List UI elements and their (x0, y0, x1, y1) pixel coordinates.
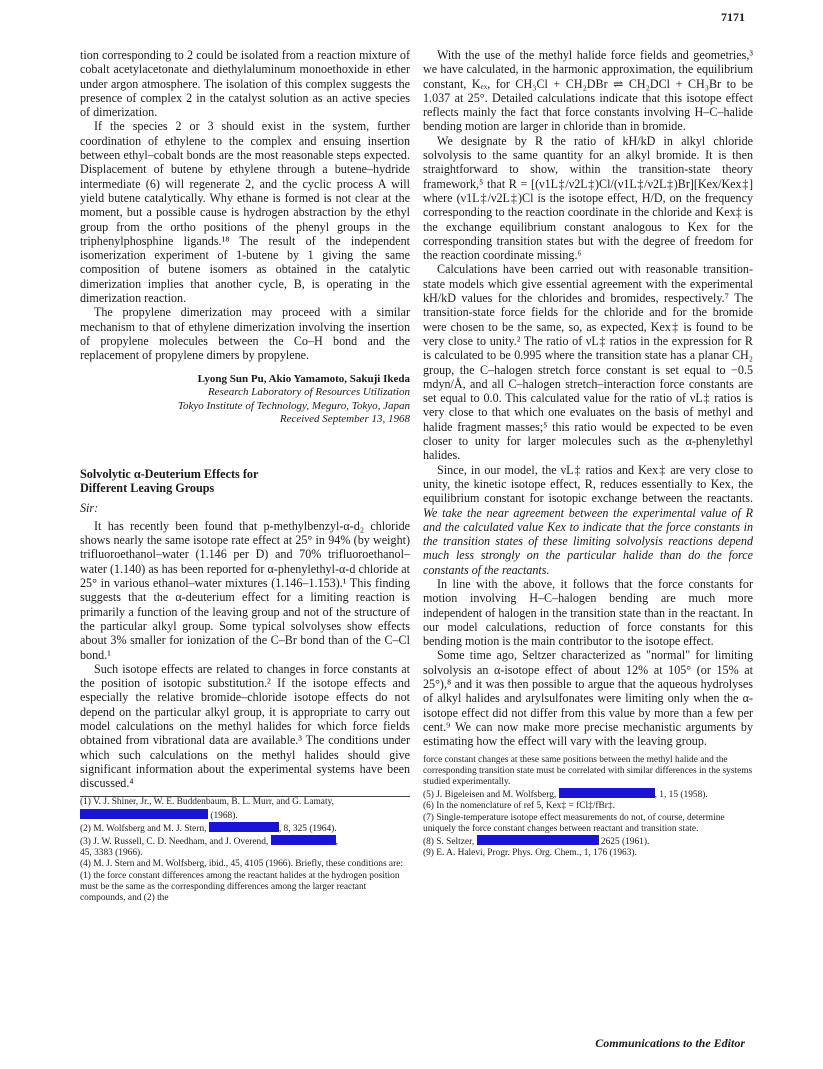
redaction-bar (80, 809, 208, 819)
footnote-text: 2625 (1961). (600, 836, 650, 847)
footnote-text: 45, 3383 (1966). (80, 848, 143, 859)
paragraph: In line with the above, it follows that the force constants for motion involving H–C–halogen bending are much more independent of halogen in the transition state than in the reactant. In our model calculations, reduction of force constants for this bending motion is the main contributor to the isotope effect. (423, 576, 753, 649)
paragraph: tion corresponding to 2 could be isolated from a reaction mixture of cobalt acetylacetonate and diethylaluminum monoethoxide in ether under argon atmosphere. The isolation of this complex suggests the presence of complex 2 in the catalyst solution as an active species of dimerization. (80, 48, 410, 120)
footnote-text: (1) V. J. Shiner, Jr., W. E. Buddenbaum, B. L. Murr, and G. Lamaty, (80, 797, 334, 808)
redaction-bar (559, 788, 655, 798)
salutation: Sir: (80, 500, 99, 515)
footnote-text: (3) J. W. Russell, C. D. Needham, and J. Overend, (80, 837, 269, 848)
footnote-text: (8) S. Seltzer, (423, 836, 475, 847)
footnote-4: (4) M. J. Stern and M. Wolfsberg, ibid., 45, 4105 (1966). Briefly, these conditions are: (1) the force constant differences among the reactant halides at the hydrogen position must be the same as the corresponding differences among the larger reactant compounds, and (2) the (80, 859, 403, 904)
footnote-9: (9) E. A. Halevi, Progr. Phys. Org. Chem., 1, 176 (1963). (423, 848, 637, 859)
left-column (80, 48, 410, 904)
author-names: Lyong Sun Pu, Akio Yamamoto, Sakuji Ikeda (197, 372, 410, 385)
author-institution: Tokyo Institute of Technology, Meguro, Tokyo, Japan (177, 399, 410, 412)
paragraph: The propylene dimerization may proceed with a similar mechanism to that of ethylene dimerization involving the insertion of propylene molecules between the Co–H bond and the replacement of propylene dimers by propylene. (80, 305, 410, 363)
redaction-bar (209, 822, 279, 832)
article-title-line: Solvolytic α-Deuterium Effects for (80, 466, 259, 481)
author-signature (80, 373, 410, 427)
redaction-bar (477, 835, 599, 845)
footnote-6: (6) In the nomenclature of ref 5, Kex‡ = fCl‡/fBr‡. (423, 801, 615, 812)
footnote-text: (1968). (210, 810, 238, 821)
author-lab: Research Laboratory of Resources Utilization (207, 386, 410, 399)
footnote-3: (3) J. W. Russell, C. D. Needham, and J. Overend, , 45, 3383 (1966). (80, 837, 338, 859)
page-footer: Communications to the Editor (595, 1036, 745, 1050)
footnote-text: , 1, 15 (1958). (654, 790, 708, 801)
article-title-line: Different Leaving Groups (80, 480, 215, 495)
paragraph-emphasis: We take the near agreement between the experimental value of R and the calculated value Kex to indicate that the force constants in the transition states of these limiting solvolysis reactions depend much less strongly on the particular halide than do the force constants of the reactants. (423, 505, 753, 577)
right-column (423, 48, 753, 859)
footnote-text: (2) M. Wolfsberg and M. J. Stern, (80, 823, 207, 834)
footnote-2 (80, 822, 410, 835)
footnote-continuation: force constant changes at these same positions between the methyl halide and the corresponding transition state must be correlated with similar differences in the systems studied experimentally. (423, 754, 753, 787)
article-title (80, 467, 410, 495)
footnote-7: (7) Single-temperature isotope effect measurements do not, of course, determine uniquely the force constant changes between reactant and transition state. (423, 812, 725, 834)
received-date: Received September 13, 1968 (279, 413, 410, 426)
paragraph (423, 463, 753, 577)
paragraph: Such isotope effects are related to changes in force constants at the position of isotopic substitution.² If the isotope effects and especially the relative bromide–chloride isotope effects do not depend on the particular alkyl group, it is appropriate to carry out model calculations on the methyl halides for which force fields obtained from vibrational data are available.³ The conditions under which such calculations on the methyl halides should give significant information about the experimental systems have been discussed.⁴ (80, 661, 410, 791)
paragraph: It has recently been found that p-methylbenzyl-α-d₂ chloride shows nearly the same isotope rate effect at 25° in 94% (by weight) trifluoroethanol–water (1.146 per D) and 70% trifluoroethanol–water (1.140) as has been reported for α-phenylethyl-α-d chloride at 25° in various ethanol–water mixtures (1.146–1.153).¹ This finding suggests that the α-deuterium effect for a limiting reaction is primarily a function of the leaving group and not of the structure of the particular alkyl group. Some typical solvolyses show effects about 3% smaller for ionization of the C–Br bond than of the C–Cl bond.¹ (80, 518, 410, 662)
paragraph: If the species 2 or 3 should exist in the system, further coordination of ethylene to the complex and ensuing insertion between ethyl–cobalt bonds are the most reasonable steps expected. Displacement of butene by ethylene through a butene–hydride intermediate (6) will regenerate 2, and the cyclic process A will yield butene catalytically. Why ethane is formed is not clear at the moment, but a possible cause is hydrogen abstraction by the ethyl group from the ortho positions of the phenyl groups in the triphenylphosphine ligands.¹⁸ The result of the independent isomerization experiment of 1-butene by 1 giving the same composition of butene isomers as obtained in the catalytic dimerization implies that another cycle, B, is operating in the dimerization reaction. (80, 119, 410, 306)
footnote-5 (423, 788, 753, 801)
paragraph: We designate by R the ratio of kH/kD in alkyl chloride solvolysis to the same quantity for an alkyl bromide. It is then straightforward to show, within the transition-state theory framework,⁵ that R = [(ν1L‡/ν2L‡)Cl/(ν1L‡/ν2L‡)Br][Kex/Kex‡] where (ν1L‡/ν2L‡)Cl is the isotope effect, H/D, on the frequency corresponding to the reaction coordinate in the chloride and Kex‡ is the exchange equilibrium constant analogous to Kex for the corresponding transition states but with the degree of freedom for the reaction coordinate missing.⁶ (423, 133, 753, 263)
paragraph-text: Since, in our model, the νL‡ ratios and Kex‡ are very close to unity, the kinetic isotope effect, R, reduces essentially to Kex, the equilibrium constant for isotopic exchange between the reactants. (423, 462, 753, 506)
redaction-bar (271, 835, 336, 845)
page-number: 7171 (721, 10, 745, 24)
paragraph: Some time ago, Seltzer characterized as "normal" for limiting solvolysis an α-isotope effect of about 12% at 105° (or 15% at 25°),⁸ and it was then possible to argue that the aqueous hydrolyses of alkyl halides and arylsulfonates were limiting only when the α-isotope effect did not differ from this value by more than a few per cent.⁹ We can now make more precise mechanistic arguments by estimating how the effect will vary with the leaving group. (423, 648, 753, 749)
footnote-8 (423, 835, 753, 848)
paragraph: Calculations have been carried out with reasonable transition-state models which give essential agreement with the experimental kH/kD values for the chlorides and bromides, respectively.⁷ The transition-state force fields for the chloride and for the bromide were chosen to be the same, so, as expected, Kex‡ is found to be very close to unity.² The ratio of νL‡ ratios in the expression for R is calculated to be 0.995 where the transition state has a planar CH₂ group, the C–halogen stretch force constant is set equal to −0.5 mdyn/Å, and all C–halogen stretch–interaction force constants are set equal to 0.0. This calculated value for the ratio of νL‡ ratios is very close to that which one evaluates on the basis of methyl and halide fragment masses;⁵ this ratio would be expected to be even closer to unity for larger molecules such as the α-phenylethyl halides. (423, 262, 753, 463)
footnotes-left (80, 796, 410, 904)
footnotes-right (423, 755, 753, 860)
footnote-text: , 8, 325 (1964). (278, 823, 337, 834)
paragraph: With the use of the methyl halide force fields and geometries,³ we have calculated, in the harmonic approximation, the equilibrium constant, Kₑₓ, for CH₃Cl + CH₂DBr ⇌ CH₂DCl + CH₃Br to be 1.037 at 25°. Detailed calculations indicate that this isotope effect reflects mainly the fact that force constants involving H–C–halide bending motion are larger in chloride than in bromide. (423, 48, 753, 134)
footnote-1 (80, 797, 410, 821)
footnote-text: (5) J. Bigeleisen and M. Wolfsberg, (423, 790, 557, 801)
